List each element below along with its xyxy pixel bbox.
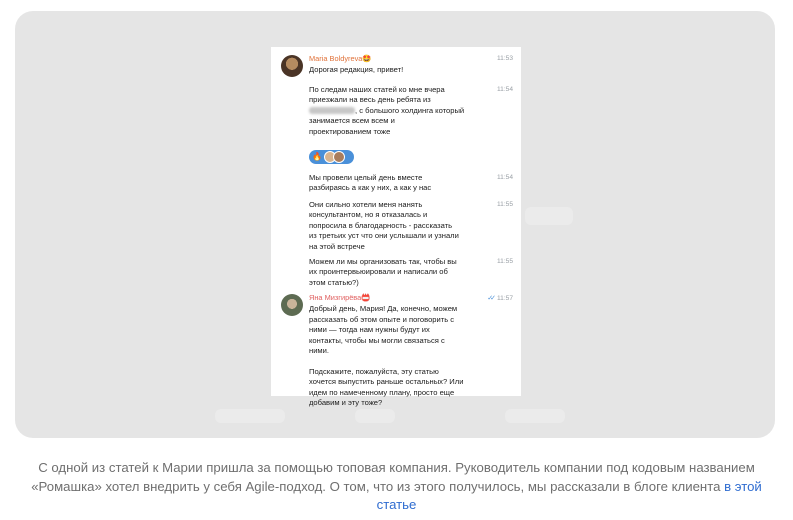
message-text: Можем ли мы организовать так, чтобы вы их проинтервьюировали и написали об этом статью?) [309,257,457,287]
fire-icon: 🔥 [312,152,322,161]
message-text: Мы провели целый день вместе разбираясь а как у них, а как у нас [309,173,432,193]
message-time: 11:54 [496,86,513,93]
message-text: Добрый день, Мария! Да, конечно, можем рассказать об этом опыте и поговорить с ними — тогда нам нужны будут их контакты, чтобы мы могли связаться с ними. Подскажите, пожалуйста, эту статью хочется выпустить раньше остальных? Или идем по намеченному плану, просто еще добавим и эту тоже? [309,304,464,408]
reactor-avatar [333,151,345,163]
chat-message [309,257,513,288]
blurred-background-element [525,207,573,225]
avatar [281,294,303,316]
blurred-background-element [215,409,285,423]
reaction-badge[interactable] [309,150,354,164]
chat-message [309,200,513,252]
read-checkmark-icon: ✓✓ [487,295,493,302]
chat-message [309,85,513,137]
caption-text: С одной из статей к Марии пришла за помощью топовая компания. Руководитель компании под кодовым названием «Ромашка» хотел внедрить у себя Agile-подход. О том, что из этого получилось, мы рассказали в блоге клиента [31,460,755,494]
screenshot-panel [15,11,775,438]
message-time: 11:53 [496,55,513,62]
chat-message [309,173,513,194]
article-link[interactable]: в этой статье [376,478,762,512]
redacted-company-name [309,107,355,114]
message-author: Яна Мизгирёва📛 [309,293,371,302]
caption [30,459,763,515]
message-text: По следам наших статей ко мне вчера приезжали на весь день ребята из , с большого холдинга который занимается всем всем и проектированием тоже [309,85,465,136]
chat-window [271,47,521,408]
message-time: 11:55 [496,201,513,208]
avatar [281,55,303,77]
blurred-background-element [505,409,565,423]
message-text: Они сильно хотели меня нанять консультантом, но я отказалась и попросила в благодарность - рассказать из третьих уст что они услышали и узнали на этой встрече [309,200,459,251]
message-time: 11:55 [496,258,513,265]
message-author: Maria Boldyreva🤩 [309,54,372,63]
chat-message [309,54,513,76]
message-text: Дорогая редакция, привет! [309,65,404,75]
message-time: ✓✓ 11:57 [487,295,513,302]
blurred-background-element [355,409,395,423]
chat-message [309,293,513,408]
message-time: 11:54 [496,174,513,181]
